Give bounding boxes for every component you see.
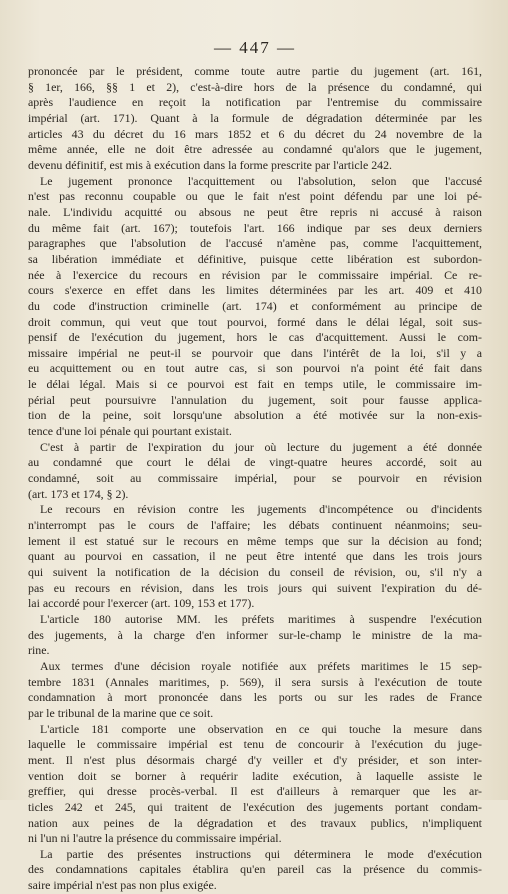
text-line: du code d'instruction criminelle (art. 174) et conformément au principe de <box>28 298 482 313</box>
text-line: articles 43 du décret du 16 mars 1852 et 6 du décret du 24 novembre de la <box>28 126 482 141</box>
text-line: paragraphes que l'absolution de l'accusé n'amène pas, comme l'acquittement, <box>28 236 482 251</box>
text-line: saire impérial n'est pas non plus exigée. <box>28 878 217 893</box>
text-line: par le tribunal de la marine que ce soit. <box>28 705 214 720</box>
text-line: missaire impérial ne peut-il se pourvoir que dans l'intérêt de la loi, s'il y a <box>28 345 482 360</box>
paragraph <box>28 659 482 722</box>
text-line: impérial (art. 171). Quant à la formule de dégradation déterminée par les <box>28 110 482 125</box>
text-line: ni l'un ni l'autre la présence du commissaire impérial. <box>28 831 282 846</box>
page-number-header: — 447 — <box>214 38 296 57</box>
text-line: pensif de l'exécution du jugement, hors le cas d'acquittement. Aussi le com- <box>28 330 482 345</box>
text-line: n'est pas reconnu coupable ou que le fait n'est point défendu par une loi pé- <box>28 189 482 204</box>
text-line: ticles 242 et 245, qui traitent de l'exécution des jugements portant condam- <box>28 799 482 814</box>
text-line: cours s'exerce en effet dans les limites déterminées par les art. 409 et 410 <box>28 283 482 298</box>
text-line: au condamné que court le délai de vingt-quatre heures accordé, soit au <box>28 455 482 470</box>
paragraph <box>28 722 482 847</box>
text-line: du même fait (art. 167); toutefois l'art. 166 indique par ses deux derniers <box>28 220 482 235</box>
paragraph <box>28 612 482 659</box>
text-line: quant au pourvoi en cassation, il ne peut être intenté que dans les trois jours <box>28 549 482 564</box>
paragraph <box>28 502 482 612</box>
text-line: tence d'une loi pénale qui pourtant existait. <box>28 424 232 439</box>
text-line: laquelle le commissaire impérial est tenu de concourir à l'exécution du juge- <box>28 737 482 752</box>
text-line: L'article 181 comporte une observation en ce qui touche la mesure dans <box>40 721 482 736</box>
text-line: Le recours en révision contre les jugements d'incompétence ou d'incidents <box>40 502 482 517</box>
text-line: droit commun, qui veut que tout pourvoi, formé dans le délai légal, soit sus- <box>28 314 482 329</box>
text-line: des condamnations capitales établira qu'en pareil cas la présence du commis- <box>28 862 482 877</box>
text-line: ment. Il n'est plus désormais chargé d'y veiller et d'y présider, et son inter- <box>28 752 482 767</box>
text-line: sa libération immédiate et définitive, puisque cette libération est subordon- <box>28 251 482 266</box>
text-line: § 1er, 166, §§ 1 et 2), c'est-à-dire hors de la présence du condamné, qui <box>28 79 482 94</box>
text-line: périal peut poursuivre l'annulation du jugement, soit pour fausse applica- <box>28 392 482 407</box>
text-line: L'article 180 autorise MM. les préfets maritimes à suspendre l'exécution <box>40 611 482 626</box>
paragraph <box>28 64 482 174</box>
text-line: vention doit se borner à requérir ladite exécution, à laquelle assiste le <box>28 768 482 783</box>
text-line: tembre 1831 (Annales maritimes, p. 569), il sera sursis à l'exécution de toute <box>28 674 482 689</box>
text-line: après l'audience en reçoit la notification par l'entremise du commissaire <box>28 95 482 110</box>
text-line: n'interrompt pas le cours de l'affaire; les débats continuent néanmoins; seu- <box>28 518 482 533</box>
text-line: même année, elle ne doit être adressée au condamné qu'alors que le jugement, <box>28 142 482 157</box>
text-line: qui suivent la notification de la décision du conseil de révision, ou, s'il n'y a <box>28 565 482 579</box>
text-line: prononcée par le président, comme toute autre partie du jugement (art. 161, <box>28 64 482 78</box>
text-line: lement il est statué sur le recours en même temps que sur la décision au fond; <box>28 533 482 548</box>
text-line: La partie des présentes instructions qui déterminera le mode d'exécution <box>40 846 482 861</box>
text-line: lai accordé pour l'exercer (art. 109, 153 et 177). <box>28 596 255 611</box>
text-line: nale. L'individu acquitté ou absous ne peut être repris ni accusé à raison <box>28 204 482 219</box>
text-line: le délai légal. Mais si ce pourvoi est fait en temps utile, le commissaire im- <box>28 377 482 392</box>
text-line: condamnation à mort prononcée dans les ports ou sur les rades de France <box>28 690 482 705</box>
text-line: pas eu recours en révision, dans les trois jours qui suivent l'expiration du dé- <box>28 580 482 595</box>
text-line: devenu définitif, est mis à exécution dans la forme prescrite par l'article 242. <box>28 157 393 172</box>
text-line: Aux termes d'une décision royale notifiée aux préfets maritimes le 15 sep- <box>40 658 482 673</box>
text-line: née à l'exercice du recours en révision par le commissaire impérial. Ce re- <box>28 267 482 282</box>
paragraph <box>28 440 482 503</box>
text-line: eu acquittement ou en tout autre cas, si son pourvoi n'a point été fait dans <box>28 361 482 376</box>
text-line: C'est à partir de l'expiration du jour où lecture du jugement a été donnée <box>40 439 482 454</box>
text-line: (art. 173 et 174, § 2). <box>28 486 129 501</box>
body-text <box>28 64 482 894</box>
text-line: greffier, qui dresse procès-verbal. Il est d'ailleurs à remarquer que les ar- <box>28 784 482 799</box>
text-line: des jugements, à la charge d'en informer sur-le-champ le ministre de la ma- <box>28 627 482 642</box>
text-line: condamné, soit au commissaire impérial, pour se pourvoir en révision <box>28 471 482 486</box>
text-line: rine. <box>28 643 50 658</box>
text-line: Le jugement prononce l'acquittement ou l'absolution, selon que l'accusé <box>40 173 482 188</box>
text-line: tion de la peine, soit lorsqu'une absolution a été motivée sur la non-exis- <box>28 408 482 423</box>
text-line: nation aux peines de la dégradation et des travaux publics, n'impliquent <box>28 815 482 830</box>
paragraph <box>28 174 482 440</box>
paragraph <box>28 847 482 894</box>
